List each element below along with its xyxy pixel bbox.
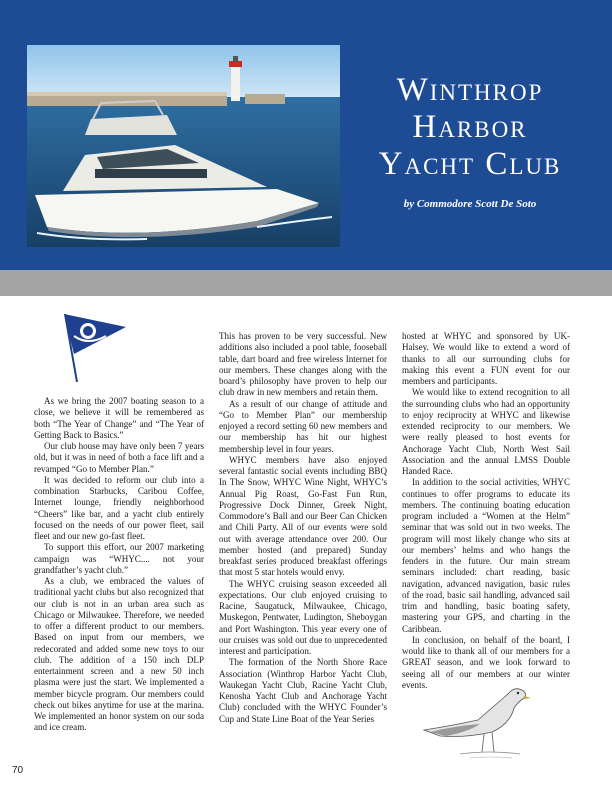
- paragraph: As we bring the 2007 boating season to a close, we believe it will be remembered as both “The Year of Change” and “The Year of Getting Back to Basics.”: [34, 396, 204, 440]
- article-column-3: [402, 331, 570, 691]
- paragraph: As a club, we embraced the values of traditional yacht clubs but also recognized that our club is not in an urban area such as Chicago or Milwaukee. Therefore, we needed to offer a different product to our members. Based on input from our members, we redecorated and added some new toys to our club. The addition of a 150 inch DLP entertainment screen and a new 50 inch plasma were just the start. We implemented a member bicycle program. Our members could check out bikes anytime for use at the marina. We implemented an honor system on our soda and ice cream.: [34, 576, 204, 733]
- seagull-illustration: [420, 680, 532, 762]
- title-line: Winthrop: [396, 72, 544, 108]
- byline: by Commodore Scott De Soto: [403, 198, 537, 210]
- paragraph: The formation of the North Shore Race Association (Winthrop Harbor Yacht Club, Waukegan Yacht Club, Racine Yacht Club, Kenosha Yacht Club and Anchorage Yacht Club) concluded with the WHYC Founder’s Cup and State Line Boat of the Year Series: [219, 657, 387, 724]
- article-column-1: [34, 396, 204, 734]
- paragraph: It was decided to reform our club into a combination Starbucks, Caribou Coffee, Internet lounge, friendly neighborhood “Cheers” like bar, and a yacht club entirely focused on the needs of our power fleet, sail fleet and our new go-fast fleet.: [34, 474, 204, 541]
- paragraph: hosted at WHYC and sponsored by UK-Halsey. We would like to extend a word of thanks to all our surrounding clubs for making this event a FUN event for our members and participants.: [402, 331, 570, 386]
- paragraph: WHYC members have also enjoyed several fantastic social events including BBQ In The Snow, WHYC Wine Night, WHYC’s Annual Pig Roast, Go-Fast Fun Run, Progressive Dock Dinner, Greek Night, Commodore’s Ball and our Beer Can Chicken and Chili Party. All of our events were sold out with average attendance over 200. Our member hosted (and prepared) Sunday breakfast series produced breakfast offerings that most 5 star hotels would envy.: [219, 454, 387, 578]
- club-burgee-icon: [58, 310, 130, 384]
- paragraph: In addition to the social activities, WHYC continues to offer programs to educate its members. The continuing boating education program included a “Women at the Helm” seminar that was sold out in two weeks. The program will most likely change who sits at our members’ helms and who hangs the fenders in the future. Our main stream seminars included: chart reading, basic navigation, advanced navigation, basic rules of the road, basic sail handling, advanced sail trim and handling, basic boating safety, mastering your GPS, and charting in the Caribbean.: [402, 477, 570, 634]
- paragraph: The WHYC cruising season exceeded all expectations. Our club enjoyed cruising to Racine, Saugatuck, Milwaukee, Chicago, Muskegon, Pentwater, Ludington, Sheboygan and Port Washington. This year every one of our cruises was sold out due to unprecedented interest and participation.: [219, 578, 387, 656]
- paragraph: We would like to extend recognition to all the surrounding clubs who had an opportunity to enjoy reciprocity at WHYC and likewise extended reciprocity to our members. We were really pleased to host events for Anchorage Yacht Club, North West Sail Association and the annual LMSS Double Handed Race.: [402, 387, 570, 476]
- article-column-2: [219, 331, 387, 725]
- paragraph: To support this effort, our 2007 marketing campaign was “WHYC.... not your grandfather’s yacht club.”: [34, 542, 204, 575]
- title-line: Harbor: [412, 109, 528, 145]
- divider-band: [0, 270, 612, 296]
- article-title: [345, 72, 595, 183]
- paragraph: This has proven to be very successful. New additions also included a pool table, fooseball table, dart board and free wireless Internet for our members. These changes along with the board’s philosophy have proven to help our club draw in new members and retain them.: [219, 331, 387, 398]
- page-number: 70: [12, 765, 24, 776]
- yacht-photo: [27, 45, 340, 247]
- paragraph: In conclusion, on behalf of the board, I would like to thank all of our members for a GREAT season, and we look forward to seeing all of our members at our winter events.: [402, 634, 570, 690]
- paragraph: Our club house may have only been 7 years old, but it was in need of both a face lift and a revamped “Go to Member Plan.”: [34, 441, 204, 474]
- title-line: Yacht Club: [378, 146, 562, 182]
- paragraph: As a result of our change of attitude and “Go to Member Plan” our membership enjoyed a record setting 60 new members and our membership has hit our highest membership level in four years.: [219, 398, 387, 454]
